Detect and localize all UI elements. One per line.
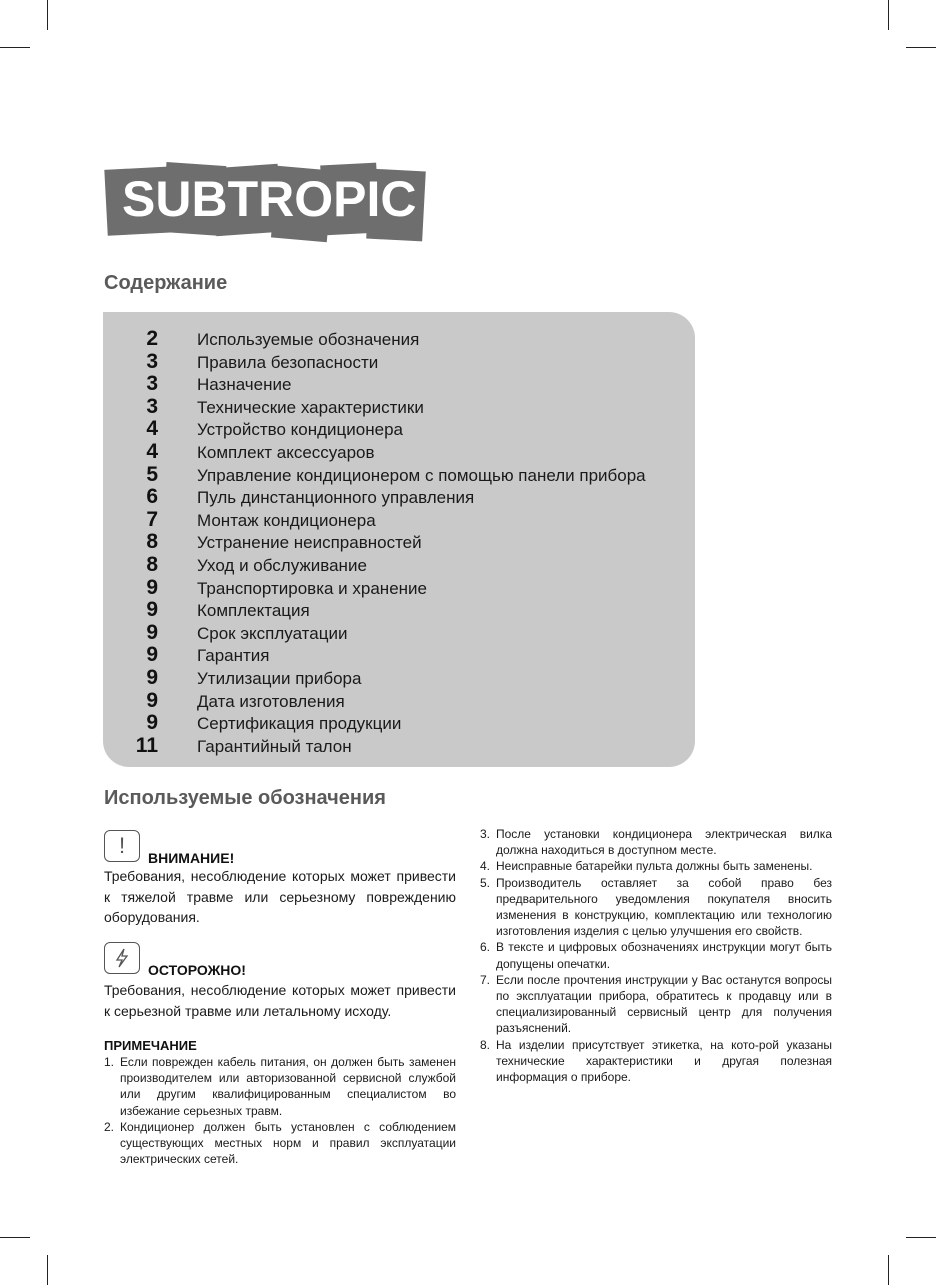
toc-item — [103, 577, 695, 600]
toc-page-number: 6 — [146, 485, 158, 509]
note-item — [104, 1054, 456, 1119]
toc-item-title: Транспортировка и хранение — [197, 578, 427, 598]
note-item-text: Производитель оставляет за собой право без предварительного уведомления покупателя вносить изменения в конструкцию, комплектацию или технологию изготовления изделия с целью улучшения его свойств. — [496, 875, 832, 939]
toc-item — [103, 509, 695, 532]
note-title: ПРИМЕЧАНИЕ — [104, 1038, 197, 1053]
toc-item-title: Используемые обозначения — [197, 330, 420, 349]
exclamation-icon: ! — [104, 830, 140, 862]
note-item-text: Неисправные батарейки пульта должны быть заменены. — [496, 859, 813, 874]
crop-mark — [47, 1255, 48, 1285]
note-item-number: 4. — [480, 859, 491, 874]
toc-item — [103, 644, 695, 667]
note-item-text: После установки кондиционера электрическая вилка должна находиться в доступном месте. — [496, 827, 832, 858]
note-item — [480, 858, 832, 874]
crop-mark — [906, 1237, 936, 1238]
toc-item — [103, 667, 695, 690]
toc-item-title: Пуль динстанционного управления — [197, 488, 475, 508]
crop-mark — [0, 47, 30, 48]
brand-logo — [104, 160, 428, 246]
toc-page-number: 2 — [146, 327, 158, 350]
note-item-number: 7. — [480, 972, 491, 987]
logo-text: SUBTROPIC — [122, 171, 417, 227]
toc-item-title: Гарантийный талон — [197, 736, 352, 756]
toc-item-title: Уход и обслуживание — [197, 555, 367, 575]
note-item-text: В тексте и цифровых обозначениях инструкции могут быть допущены опечатки. — [496, 940, 832, 971]
note-item-text: Если после прочтения инструкции у Вас останутся вопросы по эксплуатации прибора, обратитесь к продавцу или в специализированный сервисный центр для получения разъяснений. — [496, 972, 832, 1036]
toc-item — [103, 531, 695, 554]
toc-page-number: 4 — [146, 417, 158, 441]
note-item-number: 6. — [480, 940, 491, 955]
note-item-number: 1. — [104, 1055, 115, 1069]
toc-page-number: 9 — [146, 575, 158, 599]
toc-item-title: Утилизации прибора — [197, 668, 362, 688]
toc-item — [103, 328, 695, 351]
toc-page-number: 4 — [146, 439, 158, 463]
toc-item-title: Гарантия — [197, 646, 270, 666]
toc-item-title: Управление кондиционером с помощью панели прибора — [197, 465, 646, 485]
lightning-glyph — [111, 947, 133, 969]
note-item — [480, 875, 832, 940]
toc-heading: Содержание — [104, 272, 228, 294]
note-item — [480, 939, 832, 971]
toc-page-number: 8 — [146, 530, 158, 554]
toc-item — [103, 622, 695, 645]
note-item — [104, 1119, 456, 1168]
toc-page-number: 8 — [146, 552, 158, 576]
toc-item — [103, 554, 695, 577]
caution-title: ОСТОРОЖНО! — [148, 962, 246, 978]
toc-item — [103, 373, 695, 396]
toc-list — [103, 328, 695, 757]
table-of-contents — [103, 312, 695, 767]
note-item-number: 2. — [104, 1119, 115, 1134]
caution-text: Требования, несоблюдение которых может привести к серьезной травме или летальному исходу. — [104, 982, 456, 1019]
toc-item — [103, 599, 695, 622]
toc-item-title: Сертификация продукции — [197, 714, 402, 734]
toc-item — [103, 418, 695, 441]
note-item-number: 8. — [480, 1037, 491, 1052]
toc-page-number: 3 — [146, 394, 158, 418]
toc-item-title: Правила безопасности — [197, 352, 379, 372]
symbols-heading: Используемые обозначения — [104, 787, 386, 809]
toc-item-title: Монтаж кондиционера — [197, 510, 376, 530]
note-item — [480, 1037, 832, 1086]
crop-mark — [0, 1237, 30, 1238]
toc-item-title: Комплектация — [197, 601, 310, 621]
toc-item — [103, 441, 695, 464]
toc-page-number: 5 — [146, 462, 158, 486]
note-item-number: 3. — [480, 827, 491, 841]
toc-item-title: Устройство кондиционера — [197, 420, 403, 440]
toc-page-number: 9 — [146, 620, 158, 644]
lightning-icon — [104, 942, 140, 974]
crop-mark — [906, 47, 936, 48]
toc-page-number: 9 — [146, 598, 158, 622]
note-item — [480, 826, 832, 858]
crop-mark — [888, 0, 889, 30]
toc-item-title: Технические характеристики — [197, 397, 424, 417]
toc-item-title: Устранение неисправностей — [197, 533, 422, 553]
toc-item — [103, 464, 695, 487]
crop-mark — [888, 1255, 889, 1285]
toc-item — [103, 396, 695, 419]
toc-item — [103, 735, 695, 758]
crop-mark — [47, 0, 48, 30]
note-item-number: 5. — [480, 875, 491, 890]
note-item-text: Кондиционер должен быть установлен с соблюдением существующих местных норм и правил эксплуатации электрических сетей. — [120, 1119, 456, 1167]
toc-item — [103, 690, 695, 713]
toc-page-number: 9 — [146, 643, 158, 667]
toc-item-title: Назначение — [197, 375, 292, 395]
toc-item — [103, 486, 695, 509]
toc-item-title: Комплект аксессуаров — [197, 442, 375, 462]
toc-page-number: 9 — [146, 688, 158, 712]
toc-page-number: 9 — [146, 711, 158, 735]
note-item — [480, 972, 832, 1037]
toc-page-number: 9 — [146, 665, 158, 689]
toc-page-number: 11 — [135, 733, 158, 757]
toc-item — [103, 712, 695, 735]
attention-title: ВНИМАНИЕ! — [148, 850, 235, 866]
toc-item — [103, 351, 695, 374]
toc-page-number: 3 — [146, 349, 158, 373]
toc-page-number: 7 — [146, 507, 158, 531]
note-list-right — [480, 826, 832, 1085]
note-item-text: На изделии присутствует этикетка, на кото-рой указаны технические характеристики и другая полезная информация о приборе. — [496, 1037, 832, 1085]
toc-item-title: Дата изготовления — [197, 691, 345, 711]
attention-text: Требования, несоблюдение которых может привести к тяжелой травме или серьезному повреждению оборудования. — [104, 868, 456, 925]
note-item-text: Если поврежден кабель питания, он должен быть заменен производителем или авторизованной сервисной службой или другим квалифицированным специалистом во избежание серьезных травм. — [120, 1055, 456, 1118]
toc-item-title: Срок эксплуатации — [197, 623, 348, 643]
toc-page-number: 3 — [146, 372, 158, 396]
note-list-left — [104, 1054, 456, 1167]
